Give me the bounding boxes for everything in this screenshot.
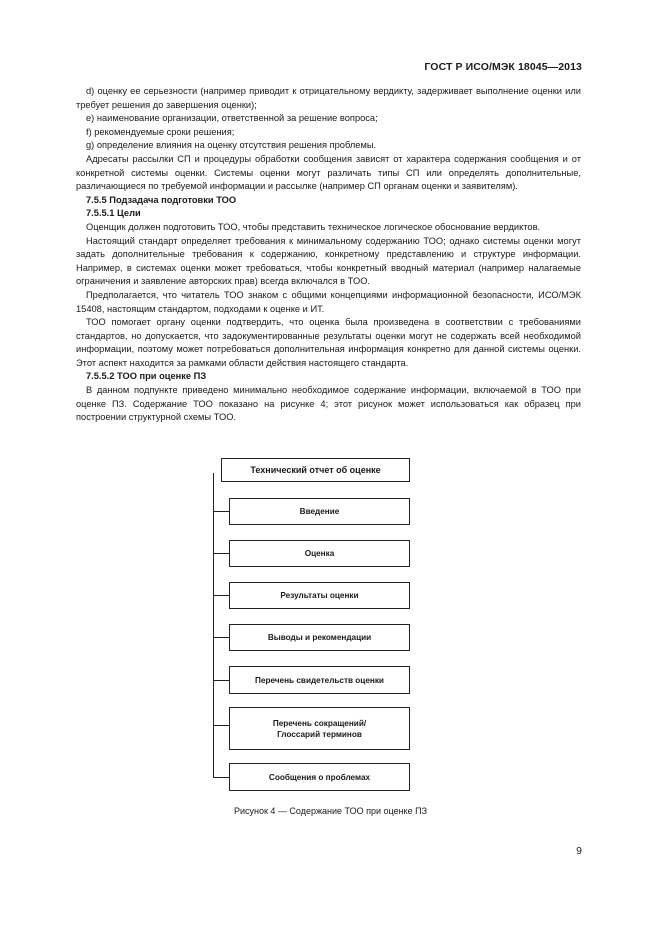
section-heading-7-5-5: 7.5.5 Подзадача подготовки ТОО xyxy=(86,194,237,205)
list-item-f: f) рекомендуемые сроки решения; xyxy=(86,126,235,137)
diagram-box-introduction: Введение xyxy=(229,498,410,525)
page-number: 9 xyxy=(576,845,582,857)
diagram-box-results: Результаты оценки xyxy=(229,582,410,609)
diagram-box-conclusions: Выводы и рекомендации xyxy=(229,624,410,651)
diagram-branch-line xyxy=(213,777,229,778)
list-item-d: d) оценку ее серьезности (например приводит к отрицательному вердикту, задерживает выполнение оценки или требует решения до завершения оценки); xyxy=(76,86,581,110)
diagram-branch-line xyxy=(213,637,229,638)
paragraph-figure-intro: В данном подпункте приведено минимально необходимое содержание информации, включаемой в ТОО при оценке ПЗ. Содержание ТОО показано на рисунке 4; этот рисунок может использоваться как образец при построении структурной схемы ТОО. xyxy=(76,385,581,423)
paragraph-reader: Предполагается, что читатель ТОО знаком с общими концепциями информационной безопасности, ИСО/МЭК 15408, настоящим стандартом, подходами к оценке и ИТ. xyxy=(76,289,581,314)
section-heading-7-5-5-1: 7.5.5.1 Цели xyxy=(86,208,141,219)
diagram-branch-line xyxy=(213,511,229,512)
diagram-box-evidence-list: Перечень свидетельств оценки xyxy=(229,666,410,694)
diagram-title-box: Технический отчет об оценке xyxy=(221,458,410,482)
paragraph-addressees: Адресаты рассылки СП и процедуры обработки сообщения зависят от характера содержания сообщения и от конкретной системы оценки. Системы оценки могут различать типы СП или определять дополнительные, различающиеся по требуемой информации и рассылке (например СП органам оценки и заявителям). xyxy=(76,153,581,192)
paragraph-authority: ТОО помогает органу оценки подтвердить, что оценка была произведена в соответствии с требованиями стандартов, но допускается, что задокументированные результаты оценки могут не содержать всей необходимой информации, поэтому может потребоваться дополнительная информация конкретно для данной системы оценки. Этот аспект находится за рамками области действия настоящего стандарта. xyxy=(76,317,581,368)
list-item-e: e) наименование организации, ответственной за решение вопроса; xyxy=(86,113,378,124)
document-header: ГОСТ Р ИСО/МЭК 18045—2013 xyxy=(424,61,582,73)
diagram-branch-line xyxy=(213,680,229,681)
list-item-g: g) определение влияния на оценку отсутствия решения проблемы. xyxy=(86,140,377,151)
diagram-box-observation-reports: Сообщения о проблемах xyxy=(229,763,410,791)
diagram-branch-line xyxy=(213,595,229,596)
paragraph-requirements: Настоящий стандарт определяет требования к минимальному содержанию ТОО; однако системы оценки могут задать дополнительные требования к содержанию, конкретному представлению и структуре информации. Например, в системах оценки может требоваться, чтобы конкретный вводный материал (например налагаемые ограничения и заявление авторских прав) всегда включался в ТОО. xyxy=(76,235,581,287)
body-text xyxy=(76,85,581,425)
diagram-box-evaluation: Оценка xyxy=(229,540,410,567)
diagram-branch-line xyxy=(213,725,229,726)
diagram-branch-line xyxy=(213,553,229,554)
diagram-trunk-line xyxy=(213,473,214,777)
paragraph-goals: Оценщик должен подготовить ТОО, чтобы представить техническое логическое обоснование вердиктов. xyxy=(86,221,541,232)
section-heading-7-5-5-2: 7.5.5.2 ТОО при оценке ПЗ xyxy=(86,371,207,382)
diagram-box-glossary: Перечень сокращений/Глоссарий терминов xyxy=(229,707,410,750)
figure-caption: Рисунок 4 — Содержание ТОО при оценке ПЗ xyxy=(233,806,428,816)
